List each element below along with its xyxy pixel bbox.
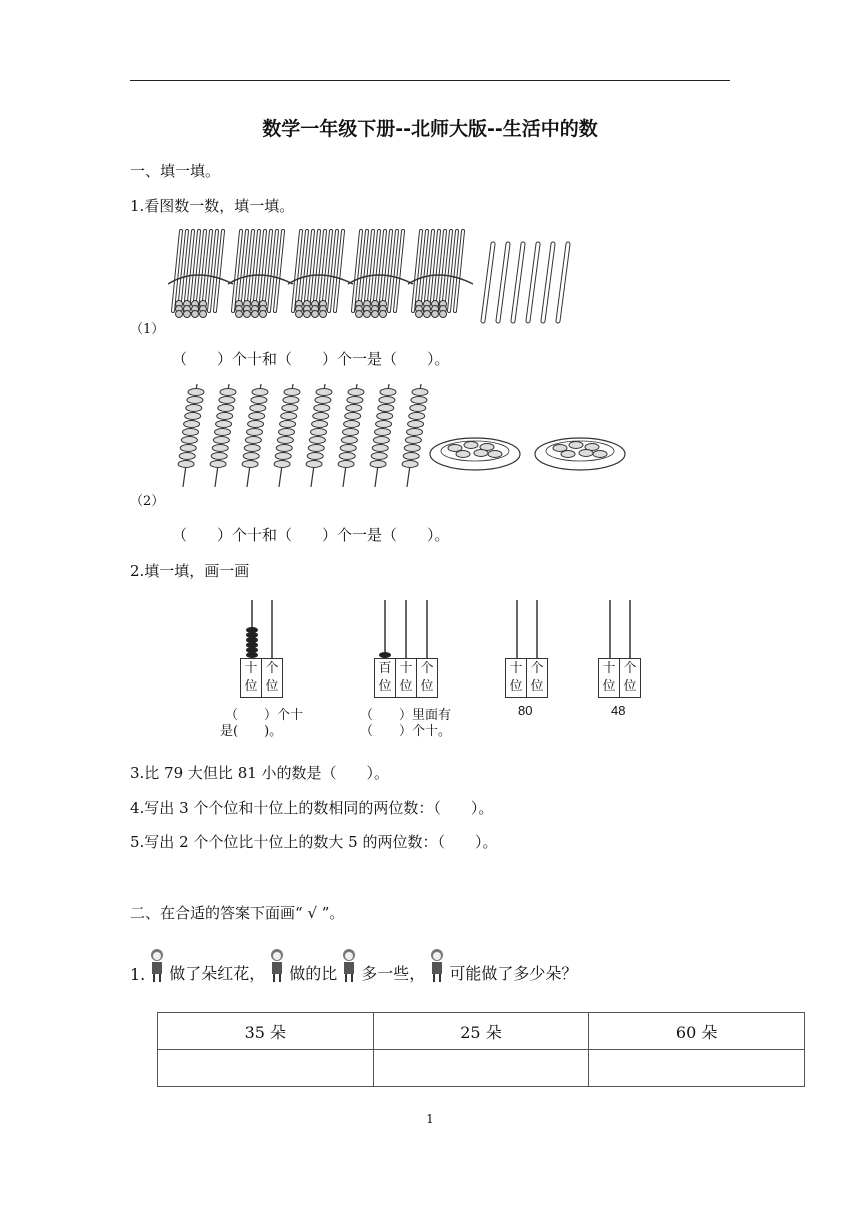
q4-text: 4.写出 3 个个位和十位上的数相同的两位数：（ ）。 <box>130 799 494 817</box>
option-cell: 35 朵 <box>158 1013 374 1050</box>
bead-string <box>178 384 204 487</box>
part1-label: （1） <box>130 322 165 337</box>
abacus-3-col-ones: 个位 <box>530 661 544 694</box>
girl-figure-icon <box>425 948 449 984</box>
s2-q1-num: 1. <box>130 965 146 984</box>
abacus-2-caption1: （ ）里面有 <box>360 708 452 723</box>
abacus-4-col-tens: 十位 <box>599 659 620 697</box>
abacus-3-rods <box>505 600 550 660</box>
answer-cell[interactable] <box>589 1050 805 1087</box>
s2-q1-t3: 多一些， <box>361 964 426 983</box>
abacus-4-rods <box>598 600 643 660</box>
table-row <box>158 1013 805 1050</box>
part2-label: （2） <box>130 494 165 509</box>
abacus-1-base <box>240 658 283 698</box>
answer-table <box>157 1012 805 1087</box>
abacus-1-caption1: （ ）个十 <box>225 708 304 723</box>
abacus-1-caption2: 是( )。 <box>220 724 283 739</box>
single-stick <box>543 244 553 321</box>
abacus-2-caption2: （ ）个十。 <box>360 724 452 739</box>
q1-label: 1.看图数一数，填一填。 <box>130 197 295 215</box>
single-stick <box>498 244 508 321</box>
abacus-3-caption: 80 <box>518 703 533 718</box>
bead-string <box>306 384 332 487</box>
abacus-1-rods <box>240 600 285 660</box>
abacus-2-col-tens: 十位 <box>396 659 417 697</box>
stick-bundle <box>168 231 233 318</box>
bead-string <box>242 384 268 487</box>
q2-label: 2.填一填，画一画 <box>130 562 250 580</box>
bead-string <box>210 384 236 487</box>
part1-blanks: （ ）个十和（ ）个一是（ ）。 <box>172 350 450 368</box>
bead-string <box>274 384 300 487</box>
header-rule <box>130 80 730 81</box>
stick-bundle <box>408 231 473 318</box>
part2-blanks: （ ）个十和（ ）个一是（ ）。 <box>172 526 450 544</box>
stick-bundle <box>228 231 293 318</box>
abacus-2-rods <box>374 600 440 660</box>
girl-figure-icon <box>265 948 289 984</box>
abacus-2-col-ones: 个位 <box>420 661 434 694</box>
bead-string <box>370 384 396 487</box>
girl-figure-icon <box>145 948 169 984</box>
page-number: 1 <box>426 1112 434 1126</box>
abacus-4-base <box>598 658 641 698</box>
abacus-1-col-tens: 十位 <box>241 659 262 697</box>
table-row <box>158 1050 805 1087</box>
page-title: 数学一年级下册--北师大版--生活中的数 <box>262 118 598 140</box>
s2-q1-t1: 做了朵红花， <box>169 964 266 983</box>
bead-string <box>338 384 364 487</box>
plate-of-beads <box>535 438 625 470</box>
girl-figure-icon <box>337 948 361 984</box>
stick-bundle <box>348 231 413 318</box>
abacus-4-caption: 48 <box>611 703 626 718</box>
section2-q1 <box>130 948 577 984</box>
q3-text: 3.比 79 大但比 81 小的数是（ ）。 <box>130 764 390 782</box>
abacus-2-base <box>374 658 438 698</box>
single-stick <box>528 244 538 321</box>
abacus-3-base <box>505 658 548 698</box>
abacus-3-col-tens: 十位 <box>506 659 527 697</box>
answer-cell[interactable] <box>158 1050 374 1087</box>
s2-q1-t4: 可能做了多少朵？ <box>449 964 578 983</box>
option-cell: 60 朵 <box>589 1013 805 1050</box>
section2-heading: 二、在合适的答案下面画“ √ ”。 <box>130 904 345 922</box>
abacus-2-col-hundreds: 百位 <box>375 659 396 697</box>
option-cell: 25 朵 <box>373 1013 589 1050</box>
abacus-1-col-ones: 个位 <box>265 661 279 694</box>
s2-q1-t2: 做的比 <box>289 964 338 983</box>
section1-heading: 一、填一填。 <box>130 162 221 180</box>
stick-bundles-figure <box>168 226 588 326</box>
plate-of-beads <box>430 438 520 470</box>
bead-strings-figure <box>170 382 630 492</box>
single-stick <box>483 244 493 321</box>
answer-cell[interactable] <box>373 1050 589 1087</box>
stick-bundle <box>288 231 353 318</box>
bead-string <box>402 384 428 487</box>
single-stick <box>558 244 568 321</box>
abacus-4-col-ones: 个位 <box>623 661 637 694</box>
q5-text: 5.写出 2 个个位比十位上的数大 5 的两位数：（ ）。 <box>130 833 498 851</box>
single-stick <box>513 244 523 321</box>
